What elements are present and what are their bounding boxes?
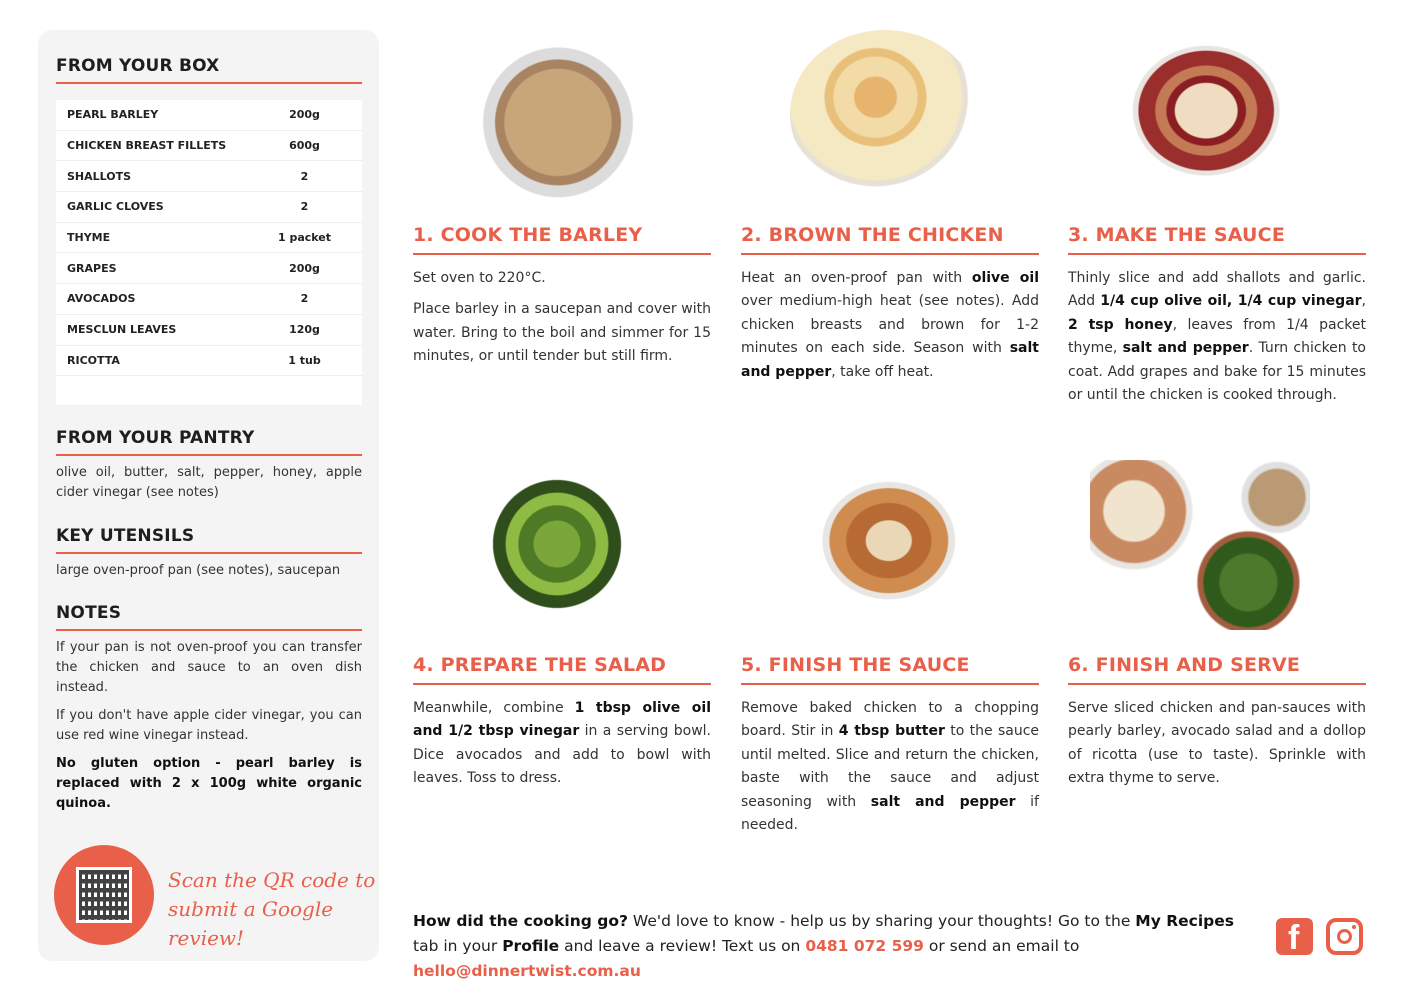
ingredient-qty: 1 packet [277,231,332,245]
ingredient-name: THYME [67,231,111,245]
notes-list [56,638,362,822]
step-instructions: Remove baked chicken to a chopping board. Stir in 4 tbsp butter to the sauce until melted. Slice and return the chicken, baste with the sauce and adjust seasoning with salt and pepper if needed. [741,700,1039,834]
ingredient-row [56,223,362,254]
step-title: 5. FINISH THE SAUCE [741,654,970,676]
ingredient-row [56,192,362,223]
ingredient-row [56,346,362,377]
ingredient-qty: 200g [289,261,320,275]
qr-caption [168,866,379,953]
note-text: If your pan is not oven-proof you can transfer the chicken and sauce to an oven dish instead. [56,640,362,695]
step-title: 2. BROWN THE CHICKEN [741,224,1004,246]
chicken-photo [790,30,980,198]
ingredient-name: MESCLUN LEAVES [67,323,177,337]
pantry-heading: FROM YOUR PANTRY [56,428,255,448]
ingredient-qty: 120g [289,323,320,337]
ingredient-name: SHALLOTS [67,169,132,183]
divider [56,552,362,554]
qr-code[interactable] [76,867,132,923]
note-text: If you don't have apple cider vinegar, you can use red wine vinegar instead. [56,708,362,743]
instruction-text: Serve sliced chicken and pan-sauces with pearly barley, avocado salad and a dollop of ricotta (use to taste). Sprinkle with extra thyme to serve. [1068,700,1366,787]
divider [56,629,362,631]
qr-caption-line: submit a Google review! [168,897,334,950]
salad-photo [462,460,652,628]
step-divider [413,683,711,685]
ingredient-qty: 600g [289,139,320,153]
ingredient-name: PEARL BARLEY [67,108,159,122]
utensils-text: large oven-proof pan (see notes), saucepan [56,563,341,578]
email-link[interactable]: hello@dinnertwist.com.au [413,962,641,980]
ingredient-name: GRAPES [67,261,117,275]
sauce-photo [1115,30,1305,198]
ingredient-name: AVOCADOS [67,292,136,306]
instruction-text: Place barley in a saucepan and cover with water. Bring to the boil and simmer for 15 minutes, or until tender but still firm. [413,301,711,365]
ingredient-row [56,284,362,315]
ingredient-qty: 2 [300,200,309,214]
step-instructions: Heat an oven-proof pan with olive oil over medium-high heat (see notes). Add chicken breasts and brown for 1-2 minutes on each side. Season with salt and pepper, take off heat. [741,270,1039,380]
ingredient-row [56,100,362,131]
ingredients-table [56,100,362,405]
ingredient-qty: 200g [289,108,320,122]
phone-link[interactable]: 0481 072 599 [805,937,924,955]
step-title: 6. FINISH AND SERVE [1068,654,1301,676]
step-divider [741,253,1039,255]
utensils-heading: KEY UTENSILS [56,526,195,546]
box-heading: FROM YOUR BOX [56,56,220,76]
ingredient-qty: 2 [300,169,309,183]
step-divider [1068,253,1366,255]
ingredient-name: RICOTTA [67,353,120,367]
step-divider [741,683,1039,685]
notes-heading: NOTES [56,603,122,623]
step-divider [1068,683,1366,685]
step-title: 1. COOK THE BARLEY [413,224,643,246]
divider [56,82,362,84]
step-instructions: Thinly slice and add shallots and garlic. Add 1/4 cup olive oil, 1/4 cup vinegar, 2 tsp honey, leaves from 1/4 packet thyme, salt and pepper. Turn chicken to coat. Add grapes and bake for 15 minutes or until the chicken is cooked through. [1068,270,1366,404]
step-title: 4. PREPARE THE SALAD [413,654,667,676]
barley-photo [463,30,653,198]
qr-caption-line: Scan the QR code to [168,868,376,892]
step-instructions: Meanwhile, combine 1 tbsp olive oil and 1/2 tbsp vinegar in a serving bowl. Dice avocados and add to bowl with leaves. Toss to dress. [413,700,712,787]
pantry-text: olive oil, butter, salt, pepper, honey, apple cider vinegar (see notes) [56,465,362,500]
ingredient-row [56,315,362,346]
serve-photo [1090,460,1310,630]
divider [56,454,362,456]
ingredient-row [56,161,362,192]
ingredients-panel [38,30,379,961]
ingredient-row [56,131,362,162]
step-instructions [413,267,711,377]
facebook-icon[interactable]: f [1276,918,1313,955]
ingredient-name: GARLIC CLOVES [67,200,164,214]
review-footer: How did the cooking go? We'd love to know - help us by sharing your thoughts! Go to the My Recipes tab in your Profile and leave a review! Text us on 0481 072 599 or send an email to hello@dinnertwist.com.au [413,912,1234,980]
ingredient-name: CHICKEN BREAST FILLETS [67,139,227,153]
instagram-icon[interactable] [1326,918,1363,955]
step-instructions [1068,697,1366,799]
step-title: 3. MAKE THE SAUCE [1068,224,1285,246]
gluten-note: No gluten option - pearl barley is replaced with 2 x 100g white organic quinoa. [56,756,362,811]
step-divider [413,253,711,255]
instruction-text: Set oven to 220°C. [413,270,546,286]
ingredient-qty: 1 tub [288,353,321,367]
finished-sauce-photo [790,460,980,628]
qr-code-icon[interactable] [54,845,154,945]
ingredient-row [56,253,362,284]
ingredient-qty: 2 [300,292,309,306]
